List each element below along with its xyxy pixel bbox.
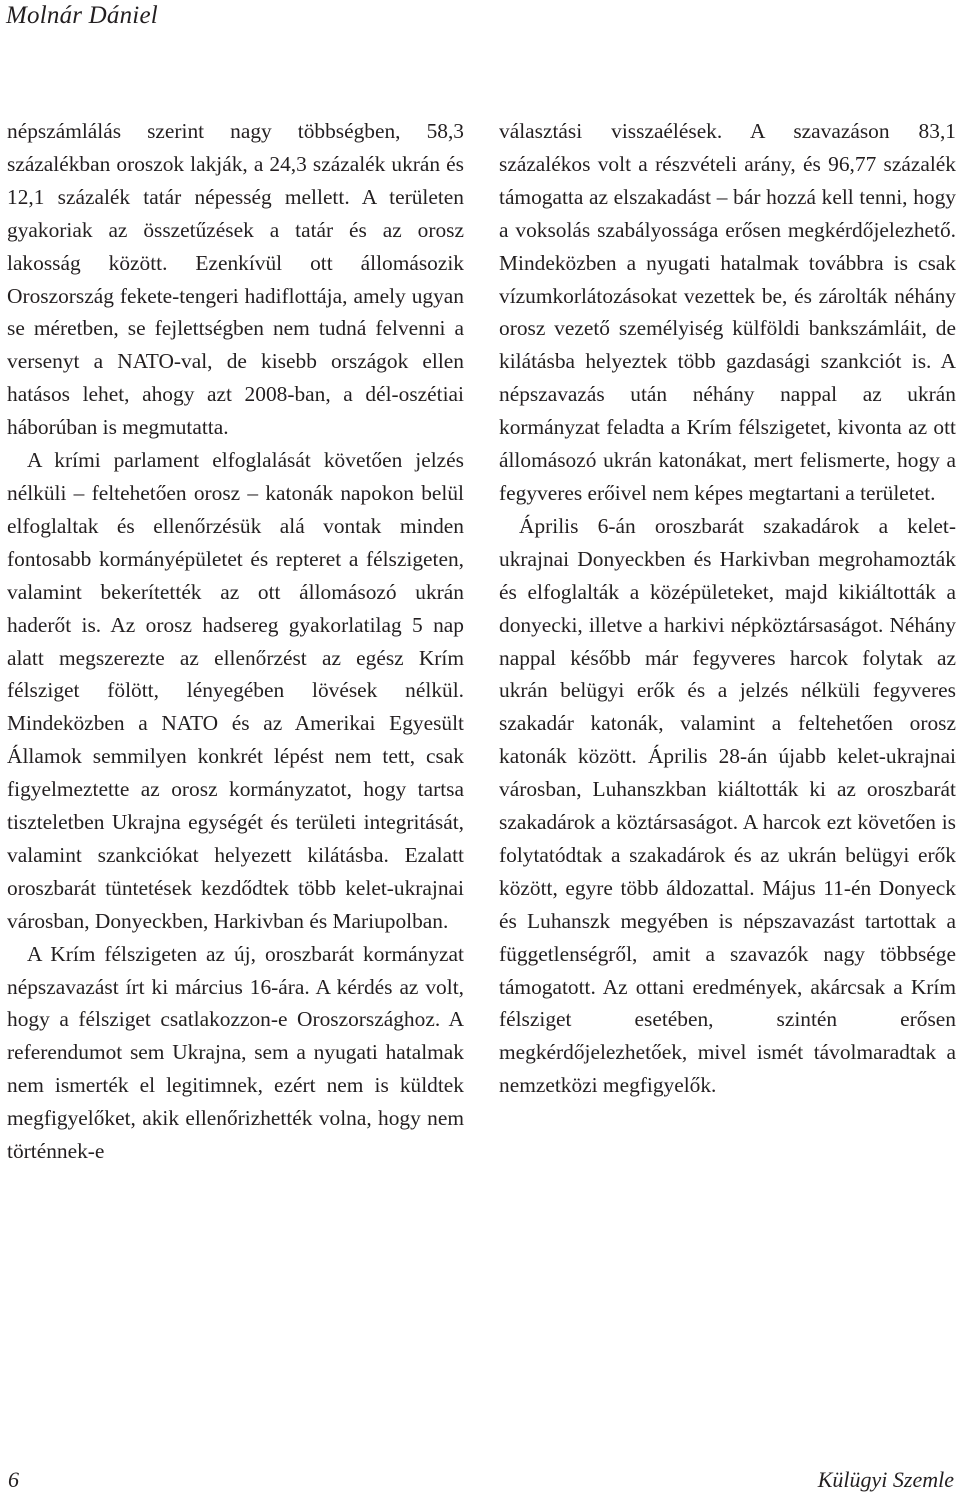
body-paragraph: választási visszaélések. A szavazáson 83,1 százalékos volt a részvételi arány, és 96,77 százalék támogatta az elszakadást – bár hozzá kell tenni, hogy a voksolás szabályossága erősen megkérdőjelezhető. Mindeközben a nyugati hatalmak továbbra is csak vízumkorlátozásokat vezettek be, és zárolták néhány orosz vezető személyiség külföldi bankszámláit, de kilátásba helyeztek több gazdasági szankciót is. A népszavazás után néhány nappal az ukrán kormányzat feladta a Krím félszigetet, kivonta az ott állomásozó ukrán katonákat, mert felismerte, hogy a fegyveres erőivel nem képes megtartani a területet.	[499, 119, 956, 505]
right-column	[499, 115, 956, 1102]
body-paragraph: A Krím félszigeten az új, oroszbarát kormányzat népszavazást írt ki március 16-ára. A kérdés az volt, hogy a félsziget csatlakozzon-e Oroszországhoz. A referendumot sem Ukrajna, sem a nyugati hatalmak nem ismerték el legitimnek, ezért nem is küldtek megfigyelőket, akik ellenőrizhették volna, hogy nem történnek-e	[7, 941, 464, 1164]
journal-name: Külügyi Szemle	[817, 1467, 954, 1492]
body-paragraph: Április 6-án oroszbarát szakadárok a kelet-ukrajnai Donyeckben és Harkivban megrohamozták és elfoglalták a középületeket, majd kikiáltották a donyecki, illetve a harkivi népköztársaságot. Néhány nappal később már fegyveres harcok folytak az ukrán belügyi erők és a jelzés nélküli fegyveres szakadár katonák, valamint a feltehetően orosz katonák között. Április 28-án újabb kelet-ukrajnai városban, Luhanszkban kiáltották ki az oroszbarát szakadárok a köztársaságot. A harcok ezt követően is folytatódtak a szakadárok és az ukrán belügyi erők között, egyre több áldozattal. Május 11-én Donyeck és Luhanszk megyében is népszavazást tartottak a függetlenségről, amit a szavazók nagy többsége támogatott. Az ottani eredmények, akárcsak a Krím félsziget esetében, szintén erősen megkérdőjelezhetőek, mivel ismét távolmaradtak a nemzetközi megfigyelők.	[499, 513, 956, 1098]
left-column	[7, 115, 464, 1168]
body-paragraph: A krími parlament elfoglalását követően jelzés nélküli – feltehetően orosz – katonák napokon belül elfoglaltak és ellenőrzésük alá vontak minden fontosabb kormányépületet és repteret a félszigeten, valamint bekerítették az ott állomásozó ukrán haderőt is. Az orosz hadsereg gyakorlatilag 5 nap alatt megszerezte az ellenőrzést az egész Krím félsziget fölött, lényegében lövések nélkül. Mindeközben a NATO és az Amerikai Egyesült Államok semmilyen konkrét lépést nem tett, csak figyelmeztette az orosz kormányzatot, hogy tartsa tiszteletben Ukrajna egységét és területi integritását, valamint szankciókat helyezett kilátásba. Ezalatt oroszbarát tüntetések kezdődtek több kelet-ukrajnai városban, Donyeckben, Harkivban és Mariupolban.	[7, 448, 464, 933]
body-paragraph: népszámlálás szerint nagy többségben, 58,3 százalékban oroszok lakják, a 24,3 százalék ukrán és 12,1 százalék tatár népesség mellett. A területen gyakoriak az összetűzések a tatár és az orosz lakosság között. Ezenkívül ott állomásozik Oroszország fekete-tengeri hadiflottája, amely ugyan se méretben, se fejlettségben nem tudná felvenni a versenyt a NATO-val, de kisebb országok ellen hatásos lehet, ahogy azt 2008-ban, a dél-oszétiai háborúban is megmutatta.	[7, 119, 464, 440]
running-head-author: Molnár Dániel	[6, 2, 158, 29]
page-number: 6	[8, 1467, 19, 1492]
